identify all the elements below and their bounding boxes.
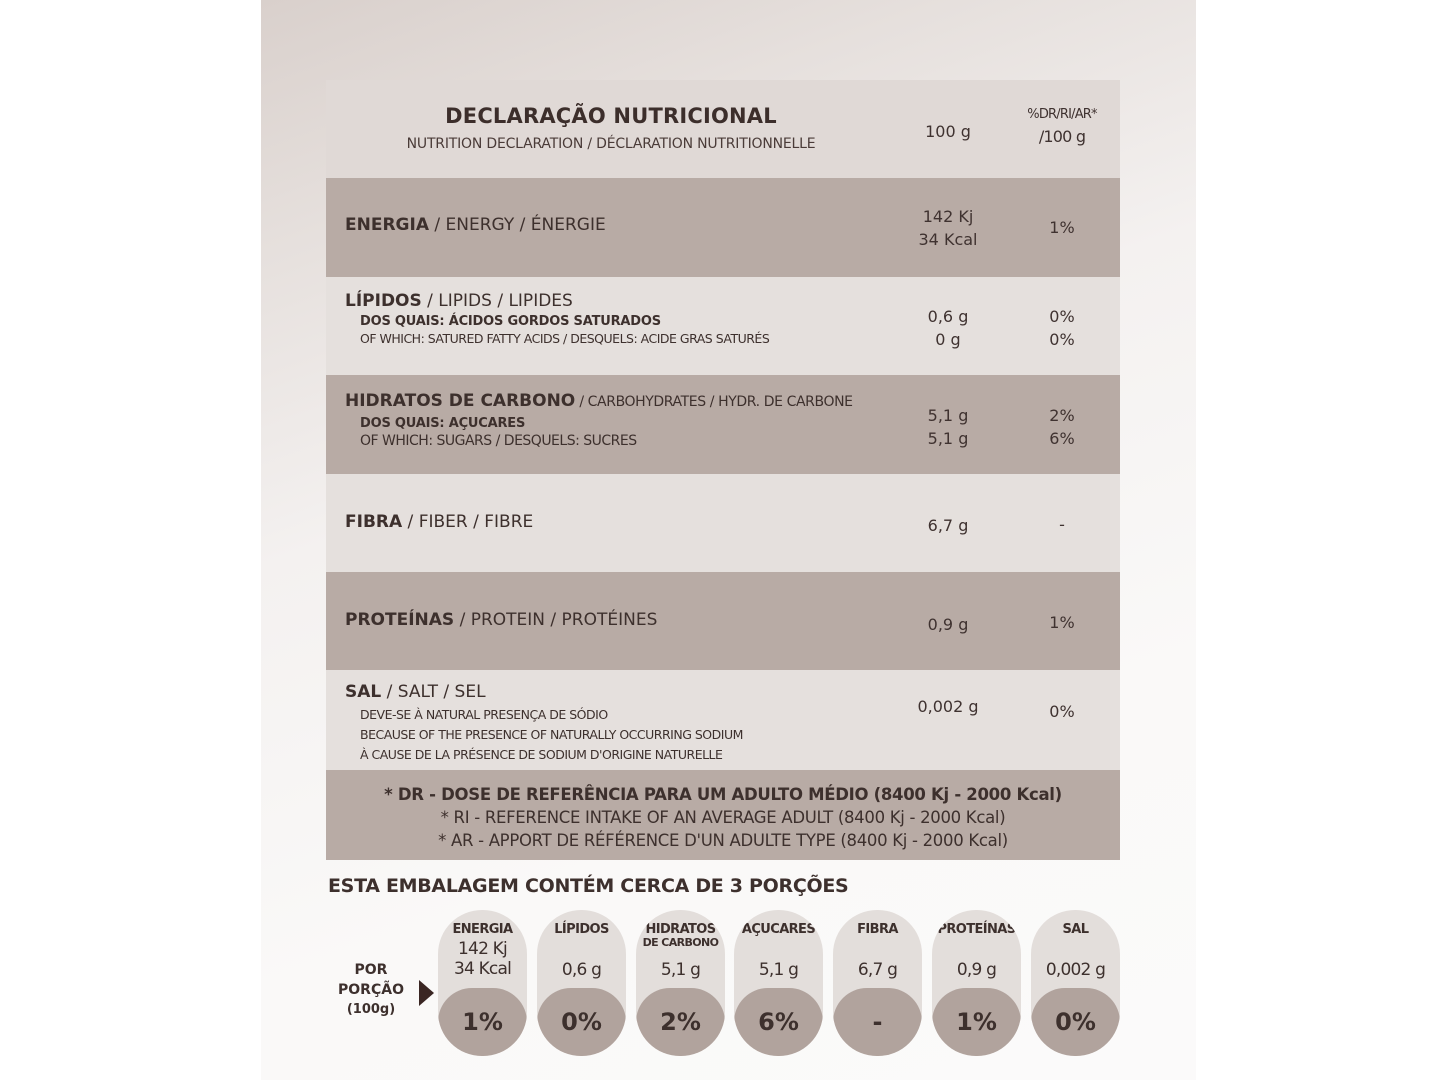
- energy-kcal: 34 Kcal: [918, 230, 978, 249]
- per-portion-line3: (100g): [346, 1002, 396, 1017]
- per-portion-line2: PORÇÃO: [338, 982, 404, 998]
- fiber-label: [345, 512, 533, 532]
- portion-pill-lipids: [537, 910, 626, 1056]
- salt-label-bold: SAL: [345, 682, 382, 702]
- pill-percent-circle: [438, 988, 527, 1056]
- portion-pill-salt: [1031, 910, 1120, 1056]
- salt-sub-pt: DEVE-SE À NATURAL PRESENÇA DE SÓDIO: [360, 707, 608, 722]
- pill-title-line2: DE CARBONO: [642, 936, 719, 949]
- table-row-carbs: [326, 375, 1120, 474]
- pill-percent: 2%: [660, 1008, 701, 1036]
- pill-title: ENERGIA: [452, 922, 513, 937]
- lipids-sub: OF WHICH: SATURED FATTY ACIDS / DESQUELS: ACIDE GRAS SATURÉS: [360, 331, 770, 346]
- table-row-protein: [326, 572, 1120, 670]
- table-row-lipids: [326, 277, 1120, 375]
- salt-main: [345, 682, 743, 702]
- portion-pill-energy: [438, 910, 527, 1056]
- protein-value: 0,9 g: [927, 615, 969, 634]
- table-row-salt: [326, 670, 1120, 770]
- table-row-energy: [326, 178, 1120, 277]
- pill-value-kj: 142 Kj: [458, 939, 507, 959]
- fiber-label-bold: FIBRA: [345, 512, 403, 532]
- fiber-value: 6,7 g: [927, 516, 969, 535]
- portion-pill-sugars: [734, 910, 823, 1056]
- footnote-row: [326, 770, 1120, 860]
- pill-title: [636, 922, 725, 948]
- carbs-label-rest: / CARBOHYDRATES / HYDR. DE CARBONE: [575, 394, 853, 410]
- footnote-ri: * RI - REFERENCE INTAKE OF AN AVERAGE ADULT (8400 Kj - 2000 Kcal): [440, 808, 1006, 827]
- energy-value: [896, 205, 1000, 251]
- pill-title: LÍPIDOS: [554, 922, 609, 937]
- lipids-main: [345, 291, 769, 311]
- lipids-value-saturated: 0 g: [935, 330, 961, 349]
- lipids-dr-saturated: 0%: [1049, 330, 1075, 349]
- pill-title: PROTEÍNAS: [937, 922, 1016, 937]
- energy-label-rest: / ENERGY / ÉNERGIE: [428, 215, 606, 235]
- lipids-label: [345, 291, 769, 346]
- pill-value-kcal: 34 Kcal: [453, 959, 512, 979]
- fiber-label-rest: / FIBER / FIBRE: [402, 512, 534, 532]
- protein-label: [345, 610, 657, 630]
- carbs-main: [345, 391, 853, 411]
- protein-label-bold: PROTEÍNAS: [345, 610, 455, 630]
- carbs-sub-bold: DOS QUAIS: AÇUCARES: [360, 416, 526, 431]
- table-header: [326, 80, 1120, 178]
- energy-kj: 142 Kj: [922, 207, 974, 226]
- header-dr: [1012, 104, 1112, 148]
- table-row-fiber: [326, 474, 1120, 572]
- carbs-label-bold: HIDRATOS DE CARBONO: [345, 391, 576, 411]
- pill-percent: 0%: [1055, 1008, 1096, 1036]
- footnote-dr: [326, 783, 1120, 806]
- pill-value: [438, 939, 527, 979]
- pill-percent: 6%: [758, 1008, 799, 1036]
- salt-value: 0,002 g: [917, 697, 979, 716]
- pill-percent: 1%: [462, 1008, 503, 1036]
- salt-label: [345, 682, 743, 765]
- lipids-dr: [1012, 305, 1112, 351]
- pill-percent-circle: [734, 988, 823, 1056]
- salt-sub-fr: À CAUSE DE LA PRÉSENCE DE SODIUM D'ORIGINE NATURELLE: [360, 747, 723, 762]
- nutrition-table: [326, 80, 1120, 860]
- header-100g: 100 g: [925, 122, 971, 141]
- pill-value: 5,1 g: [660, 960, 701, 980]
- pill-percent-circle: [833, 988, 922, 1056]
- salt-dr: 0%: [1049, 702, 1075, 721]
- pill-percent: 0%: [561, 1008, 602, 1036]
- pill-percent-circle: [636, 988, 725, 1056]
- pill-title: SAL: [1062, 922, 1089, 937]
- lipids-label-rest: / LIPIDS / LIPIDES: [421, 291, 573, 311]
- portion-pill-carbs: [636, 910, 725, 1056]
- header-dr-line2: /100 g: [1038, 127, 1086, 146]
- carbs-value-sugars: 5,1 g: [927, 429, 969, 448]
- pill-value: 5,1 g: [758, 960, 799, 980]
- carbs-label: [345, 391, 853, 449]
- pill-percent: 1%: [956, 1008, 997, 1036]
- portion-pill-protein: [932, 910, 1021, 1056]
- fiber-dr: -: [1059, 515, 1065, 534]
- pill-percent: -: [872, 1008, 883, 1036]
- pill-percent-circle: [1031, 988, 1120, 1056]
- footnote-ar: * AR - APPORT DE RÉFÉRENCE D'UN ADULTE TYPE (8400 Kj - 2000 Kcal): [438, 831, 1008, 850]
- pill-title: FIBRA: [857, 922, 898, 937]
- protein-dr: 1%: [1049, 613, 1075, 632]
- pill-title-line1: HIDRATOS: [645, 922, 716, 937]
- salt-sub-en: BECAUSE OF THE PRESENCE OF NATURALLY OCCURRING SODIUM: [360, 727, 743, 742]
- portion-title: ESTA EMBALAGEM CONTÉM CERCA DE 3 PORÇÕES: [328, 875, 849, 897]
- energy-label-bold: ENERGIA: [345, 215, 429, 235]
- carbs-dr-total: 2%: [1049, 406, 1075, 425]
- table-title: DECLARAÇÃO NUTRICIONAL: [445, 104, 777, 128]
- lipids-dr-total: 0%: [1049, 307, 1075, 326]
- energy-label: [345, 215, 606, 235]
- pill-percent-circle: [537, 988, 626, 1056]
- portion-pill-fiber: [833, 910, 922, 1056]
- salt-label-rest: / SALT / SEL: [381, 682, 486, 702]
- header-dr-line1: %DR/RI/AR*: [1027, 107, 1097, 122]
- pill-value: 6,7 g: [857, 960, 898, 980]
- lipids-value: [896, 305, 1000, 351]
- table-subtitle: NUTRITION DECLARATION / DÉCLARATION NUTRITIONNELLE: [406, 136, 816, 152]
- lipids-sub-bold: DOS QUAIS: ÁCIDOS GORDOS SATURADOS: [360, 314, 661, 329]
- triangle-right-icon: [419, 980, 434, 1006]
- pill-value: 0,002 g: [1045, 960, 1106, 980]
- pill-percent-circle: [932, 988, 1021, 1056]
- per-portion-label: [330, 960, 412, 1020]
- carbs-value-total: 5,1 g: [927, 406, 969, 425]
- protein-label-rest: / PROTEIN / PROTÉINES: [454, 610, 658, 630]
- pill-title: AÇUCARES: [741, 922, 816, 937]
- pill-value: 0,6 g: [561, 960, 602, 980]
- pill-value: 0,9 g: [956, 960, 997, 980]
- lipids-value-total: 0,6 g: [927, 307, 969, 326]
- carbs-dr: [1012, 404, 1112, 450]
- energy-dr: 1%: [1049, 218, 1075, 237]
- per-portion-line1: POR: [354, 962, 388, 978]
- carbs-value: [896, 404, 1000, 450]
- carbs-dr-sugars: 6%: [1049, 429, 1075, 448]
- carbs-sub: OF WHICH: SUGARS / DESQUELS: SUCRES: [360, 433, 637, 449]
- lipids-label-bold: LÍPIDOS: [345, 291, 422, 311]
- footnote-dr-text: * DR - DOSE DE REFERÊNCIA PARA UM ADULTO MÉDIO (8400 Kj - 2000 Kcal): [384, 785, 1062, 804]
